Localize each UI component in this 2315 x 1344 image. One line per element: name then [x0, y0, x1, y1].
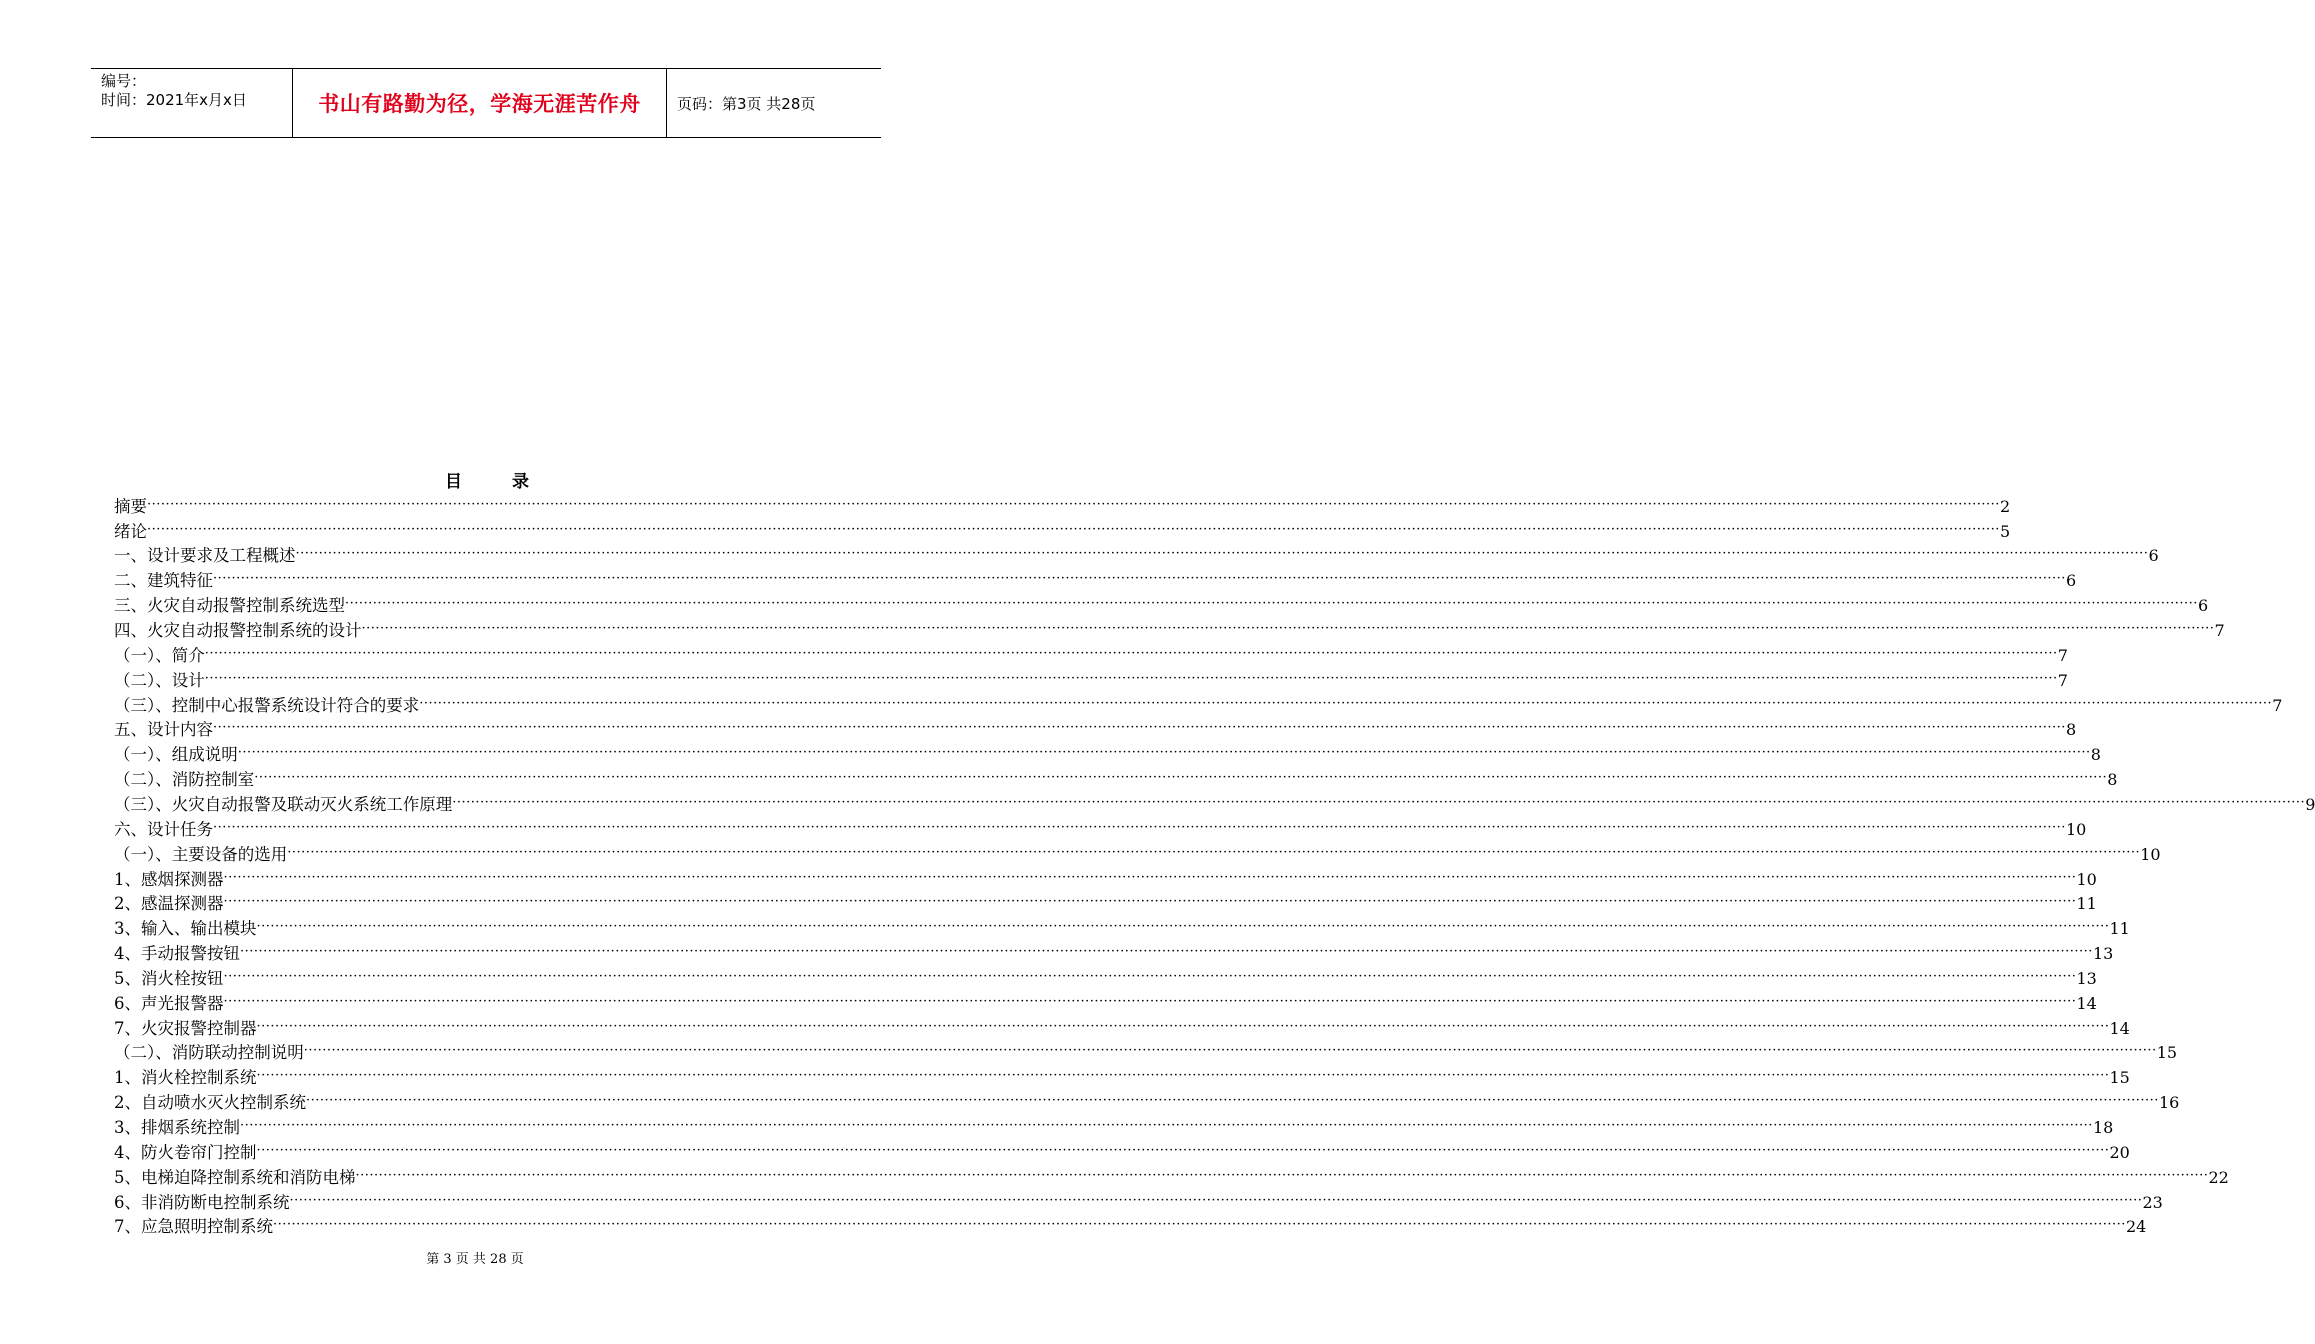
toc-leader-dots: ················································································································································································································································································································································································································: [237, 745, 2091, 761]
page-header: [91, 68, 881, 138]
toc-entry-label: （二）、消防控制室: [114, 770, 255, 790]
toc-entry[interactable]: [114, 815, 2087, 840]
toc-leader-dots: ················································································································································································································································································································································································································: [303, 1043, 2157, 1059]
toc-entry-label: 三、火灾自动报警控制系统选型: [114, 596, 345, 616]
toc-leader-dots: ················································································································································································································································································································································································································: [273, 1217, 2126, 1233]
toc-entry-page-number: 6: [2197, 596, 2209, 616]
toc-entry-label: 二、建筑特征: [114, 571, 213, 591]
toc-entry[interactable]: [114, 1088, 2180, 1113]
toc-entry-page-number: 8: [2065, 720, 2077, 740]
toc-entry-page-number: 7: [2272, 695, 2283, 715]
toc-entry-label: 5、消火栓按钮: [114, 968, 224, 988]
toc-entry-page-number: 20: [2109, 1142, 2130, 1162]
toc-entry-label: 6、非消防断电控制系统: [114, 1192, 290, 1212]
header-motto-cell: [293, 69, 667, 137]
toc-entry-page-number: 10: [2065, 819, 2087, 839]
toc-entry-page-number: 24: [2125, 1217, 2147, 1237]
toc-entry[interactable]: [114, 914, 2130, 939]
toc-leader-dots: ················································································································································································································································································································································································································: [147, 496, 2000, 512]
toc-leader-dots: ················································································································································································································································································································································································································: [240, 944, 2093, 960]
toc-entry-page-number: 15: [2156, 1043, 2178, 1063]
toc-entry-label: （三）、火灾自动报警及联动灭火系统工作原理: [114, 794, 453, 814]
toc-entry-label: 四、火灾自动报警控制系统的设计: [114, 621, 362, 641]
toc-entry-label: 绪论: [114, 521, 147, 541]
toc-entry-label: 4、手动报警按钮: [114, 944, 240, 964]
toc-entry-label: 摘要: [114, 496, 147, 516]
toc-entry-page-number: 15: [2109, 1068, 2130, 1088]
toc-entry[interactable]: [114, 691, 2283, 716]
toc-entry-label: （一）、主要设备的选用: [114, 844, 288, 864]
toc-entry-label: 3、输入、输出模块: [114, 919, 257, 939]
toc-leader-dots: ················································································································································································································································································································································································································: [223, 968, 2077, 984]
toc-entry-page-number: 10: [2076, 869, 2097, 889]
toc-leader-dots: ················································································································································································································································································································································································································: [452, 794, 2306, 810]
toc-entry[interactable]: [114, 964, 2097, 989]
toc-entry-label: 5、电梯迫降控制系统和消防电梯: [114, 1167, 356, 1187]
toc-entry-page-number: 16: [2158, 1093, 2180, 1113]
toc-entry-label: 3、排烟系统控制: [114, 1118, 240, 1138]
document-number-label: 编号：: [101, 72, 147, 90]
toc-entry[interactable]: [114, 890, 2097, 915]
toc-leader-dots: ················································································································································································································································································································································································································: [147, 521, 2000, 537]
toc-entry[interactable]: [114, 1039, 2178, 1064]
toc-leader-dots: ················································································································································································································································································································································································································: [256, 1142, 2110, 1158]
toc-leader-dots: ················································································································································································································································································································································································································: [256, 1068, 2110, 1084]
toc-entry[interactable]: [114, 1138, 2130, 1163]
toc-entry[interactable]: [114, 542, 2159, 567]
toc-entry-page-number: 9: [2305, 794, 2315, 814]
toc-entry-page-number: 7: [2214, 621, 2225, 641]
toc-entry[interactable]: [114, 989, 2097, 1014]
toc-entry[interactable]: [114, 1188, 2163, 1213]
toc-leader-dots: ················································································································································································································································································································································································································: [204, 645, 2058, 661]
toc-entry-page-number: 5: [1999, 521, 2011, 541]
toc-entry-label: （一）、简介: [114, 645, 205, 665]
toc-entry-page-number: 14: [2109, 1018, 2130, 1038]
toc-leader-dots: ················································································································································································································································································································································································································: [240, 1118, 2093, 1134]
toc-entry-label: （三）、控制中心报警系统设计符合的要求: [114, 695, 420, 715]
toc-leader-dots: ················································································································································································································································································································································································································: [345, 596, 2198, 612]
toc-entry-label: （二）、消防联动控制说明: [114, 1043, 304, 1063]
toc-entry-page-number: 23: [2142, 1192, 2163, 1212]
toc-entry[interactable]: [114, 1113, 2114, 1138]
toc-leader-dots: ················································································································································································································································································································································································································: [223, 869, 2077, 885]
toc-entry-page-number: 13: [2092, 944, 2114, 964]
toc-leader-dots: ················································································································································································································································································································································································································: [287, 844, 2141, 860]
toc-entry-label: 7、火灾报警控制器: [114, 1018, 257, 1038]
header-info-cell: [91, 69, 293, 137]
toc-entry-page-number: 14: [2076, 993, 2097, 1013]
toc-entry[interactable]: [114, 517, 2011, 542]
toc-entry-label: （一）、组成说明: [114, 745, 238, 765]
toc-leader-dots: ················································································································································································································································································································································································································: [419, 695, 2273, 711]
toc-entry[interactable]: [114, 1064, 2130, 1089]
toc-entry[interactable]: [114, 567, 2077, 592]
toc-entry-label: 6、声光报警器: [114, 993, 224, 1013]
toc-entry-label: 2、自动喷水灭火控制系统: [114, 1093, 306, 1113]
header-motto: 书山有路勤为径，学海无涯苦作舟: [318, 92, 641, 116]
toc-entry[interactable]: [114, 492, 2011, 517]
toc-title-left: 目: [445, 472, 462, 492]
toc-leader-dots: ················································································································································································································································································································································································································: [361, 621, 2215, 637]
toc-entry-label: 一、设计要求及工程概述: [114, 546, 296, 566]
toc-leader-dots: ················································································································································································································································································································································································································: [204, 670, 2058, 686]
toc-entry[interactable]: [114, 939, 2114, 964]
toc-entry-label: （二）、设计: [114, 670, 205, 690]
toc-leader-dots: ················································································································································································································································································································································································································: [306, 1093, 2159, 1109]
toc-entry-label: 2、感温探测器: [114, 894, 224, 914]
toc-entry[interactable]: [114, 666, 2068, 691]
toc-entry-page-number: 11: [2076, 894, 2097, 914]
toc-entry[interactable]: [114, 1213, 2147, 1238]
toc-entry-page-number: 18: [2092, 1118, 2114, 1138]
toc-leader-dots: ················································································································································································································································································································································································································: [289, 1192, 2143, 1208]
toc-leader-dots: ················································································································································································································································································································································································································: [256, 919, 2110, 935]
toc-entry[interactable]: [114, 840, 2161, 865]
toc-entry[interactable]: [114, 741, 2101, 766]
toc-entry-label: 1、感烟探测器: [114, 869, 224, 889]
toc-entry[interactable]: [114, 591, 2209, 616]
toc-entry-label: 4、防火卷帘门控制: [114, 1142, 257, 1162]
header-page-label: 页码：第3页 共28页: [677, 94, 816, 113]
toc-entry[interactable]: [114, 790, 2315, 815]
toc-entry-page-number: 2: [1999, 496, 2011, 516]
toc-leader-dots: ················································································································································································································································································································································································································: [295, 546, 2149, 562]
toc-entry-page-number: 6: [2065, 571, 2077, 591]
header-page-cell: [667, 69, 881, 137]
toc-entry-page-number: 10: [2140, 844, 2161, 864]
toc-entry[interactable]: [114, 765, 2118, 790]
toc-entry-label: 五、设计内容: [114, 720, 213, 740]
toc-leader-dots: ················································································································································································································································································································································································································: [256, 1018, 2110, 1034]
toc-entry-page-number: 13: [2076, 968, 2097, 988]
toc-entry[interactable]: [114, 865, 2097, 890]
toc-leader-dots: ················································································································································································································································································································································································································: [223, 993, 2077, 1009]
toc-entry[interactable]: [114, 716, 2077, 741]
toc-leader-dots: ················································································································································································································································································································································································································: [213, 720, 2066, 736]
page-footer: 第 3 页 共 28 页: [426, 1252, 524, 1267]
toc-title-right: 录: [512, 472, 529, 492]
toc-entry-page-number: 8: [2090, 745, 2101, 765]
toc-leader-dots: ················································································································································································································································································································································································································: [355, 1167, 2209, 1183]
toc-entry-page-number: 7: [2057, 645, 2068, 665]
toc-entry-label: 1、消火栓控制系统: [114, 1068, 257, 1088]
toc-entry[interactable]: [114, 641, 2068, 666]
toc-leader-dots: ················································································································································································································································································································································································································: [223, 894, 2077, 910]
toc-entry-label: 六、设计任务: [114, 819, 213, 839]
toc-entry[interactable]: [114, 1014, 2130, 1039]
toc-leader-dots: ················································································································································································································································································································································································································: [213, 571, 2066, 587]
toc-entry-page-number: 7: [2057, 670, 2068, 690]
toc-leader-dots: ················································································································································································································································································································································································································: [254, 770, 2108, 786]
toc-entry-page-number: 22: [2208, 1167, 2229, 1187]
toc-leader-dots: ················································································································································································································································································································································································································: [213, 819, 2066, 835]
toc-entry[interactable]: [114, 1163, 2229, 1188]
toc-entry-label: 7、应急照明控制系统: [114, 1217, 273, 1237]
toc-entry-page-number: 8: [2107, 770, 2118, 790]
document-date-label: 时间：2021年x月x日: [101, 91, 247, 109]
toc-entry-page-number: 11: [2109, 919, 2130, 939]
toc-entry-page-number: 6: [2148, 546, 2159, 566]
toc-entry[interactable]: [114, 616, 2225, 641]
